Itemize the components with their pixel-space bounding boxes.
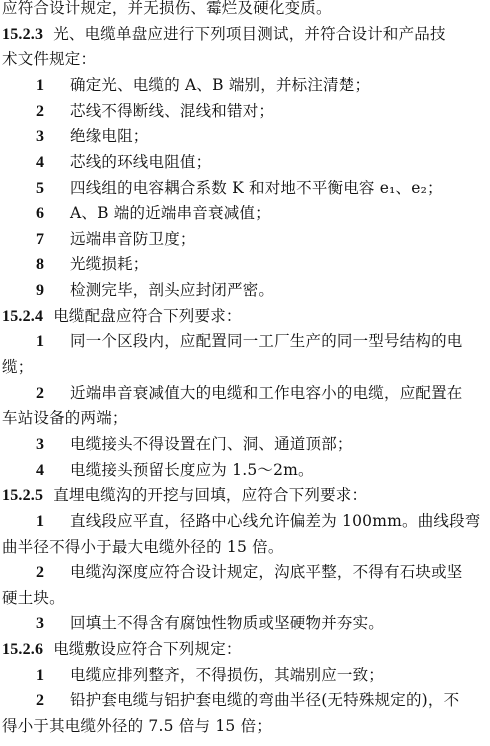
list-item: 3 电缆接头不得设置在门、洞、通道顶部； [0, 432, 353, 458]
list-item: 5 四线组的电容耦合系数 K 和对地不平衡电容 e₁、e₂； [0, 176, 443, 202]
text-line: 缆； [2, 358, 34, 376]
list-item: 1 确定光、电缆的 A、B 端别，并标注清楚； [0, 73, 370, 99]
item-number: 2 [36, 384, 45, 402]
item-number: 6 [36, 205, 45, 223]
section-number: 15.2.6 [2, 641, 44, 659]
item-number: 1 [36, 512, 45, 530]
text-line: 应符合设计规定，并无损伤、霉烂及硬化变质。 [2, 0, 332, 17]
section-heading: 15.2.5 直埋电缆沟的开挖与回填，应符合下列要求： [2, 483, 367, 509]
item-number: 2 [36, 692, 45, 710]
item-number: 8 [36, 256, 45, 274]
list-item: 3 回填土不得含有腐蚀性物质或坚硬物并夯实。 [0, 611, 384, 637]
section-heading: 15.2.4 电缆配盘应符合下列要求： [2, 304, 242, 330]
item-number: 1 [36, 76, 45, 94]
list-item: 4 电缆接头预留长度应为 1.5～2m。 [0, 458, 314, 484]
list-item: 1 同一个区段内，应配置同一工厂生产的同一型号结构的电 [0, 329, 463, 355]
list-item: 2 电缆沟深度应符合设计规定，沟底平整，不得有石块或坚 [0, 560, 463, 586]
list-item: 2 芯线不得断线、混线和错对； [0, 99, 274, 125]
section-heading: 15.2.6 电缆敷设应符合下列规定： [2, 637, 242, 663]
text-line: 曲半径不得小于最大电缆外径的 15 倍。 [2, 537, 284, 556]
list-item: 2 近端串音衰减值大的电缆和工作电容小的电缆，应配置在 [0, 381, 463, 407]
list-item: 8 光缆损耗； [0, 252, 149, 278]
item-number: 4 [36, 461, 45, 479]
item-number: 1 [36, 333, 45, 351]
list-item: 1 直线段应平直，径路中心线允许偏差为 100mm。曲线段弯 [0, 509, 481, 535]
list-item: 2 铅护套电缆与铝护套电缆的弯曲半径(无特殊规定的)，不 [0, 688, 459, 714]
item-number: 3 [36, 435, 45, 453]
list-item: 9 检测完毕，剖头应封闭严密。 [0, 278, 274, 304]
item-number: 2 [36, 102, 45, 120]
item-number: 1 [36, 666, 45, 684]
item-number: 9 [36, 282, 45, 300]
item-number: 3 [36, 615, 45, 633]
section-heading: 15.2.3 光、电缆单盘应进行下列项目测试，并符合设计和产品技 [2, 22, 446, 48]
item-number: 4 [36, 153, 45, 171]
list-item: 6 A、B 端的近端串音衰减值； [0, 201, 271, 227]
text-line: 术文件规定： [2, 50, 97, 69]
item-number: 2 [36, 564, 45, 582]
list-item: 4 芯线的环线电阻值； [0, 150, 211, 176]
section-number: 15.2.4 [2, 307, 44, 325]
section-number: 15.2.3 [2, 25, 44, 43]
item-number: 3 [36, 128, 45, 146]
list-item: 3 绝缘电阻； [0, 124, 149, 150]
list-item: 7 远端串音防卫度； [0, 227, 196, 253]
text-line: 车站设备的两端； [2, 409, 128, 428]
text-line: 硬土块。 [2, 588, 65, 607]
item-number: 7 [36, 230, 45, 248]
section-number: 15.2.5 [2, 487, 44, 505]
text-line: 得小于其电缆外径的 7.5 倍与 15 倍； [2, 717, 272, 735]
item-number: 5 [36, 179, 45, 197]
list-item: 1 电缆应排列整齐，不得损伤，其端别应一致； [0, 663, 384, 689]
